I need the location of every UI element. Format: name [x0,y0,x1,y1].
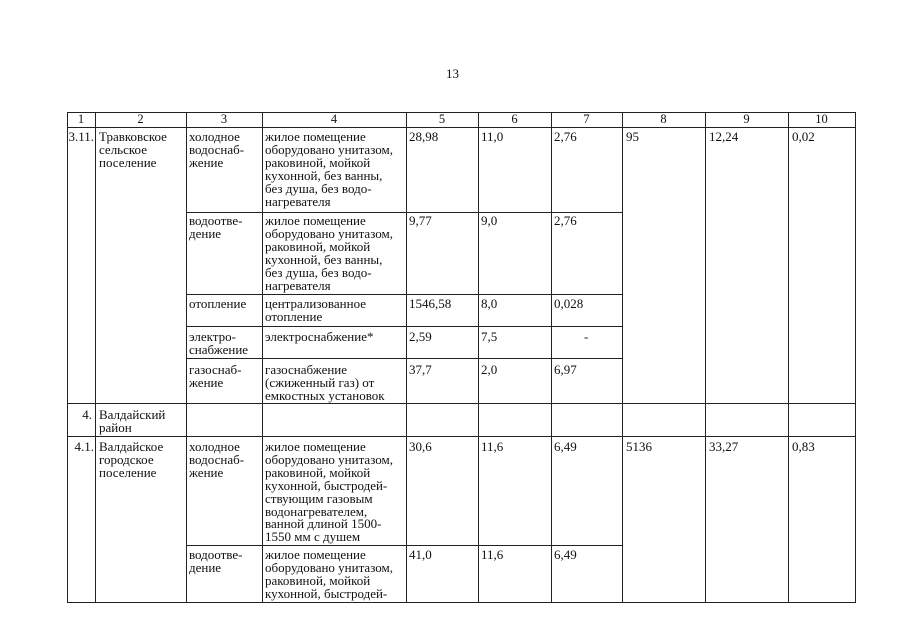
service-description: жилое помещение оборудовано унитазом, раковиной, мойкой кухонной, быстродей- [265,547,393,601]
service-description: централизованное отопление [265,296,366,324]
settlement-name: Травковское сельское поселение [99,129,167,170]
service-description: электроснабжение* [265,329,374,344]
column-header: 2 [137,112,144,126]
col6-value: 11,0 [481,129,504,144]
column-header: 8 [660,112,667,126]
col7-value: 6,49 [554,547,577,562]
table-rule-col [855,112,856,603]
col5-value: 37,7 [409,362,432,377]
service-description: жилое помещение оборудовано унитазом, раковиной, мойкой кухонной, без ванны, без душа, без водо- нагревателя [265,129,393,209]
col10-value: 0,83 [792,439,815,454]
col6-value: 11,6 [481,439,504,454]
col8-value: 95 [626,129,639,144]
table-rule-col [622,112,623,603]
service-description: газоснабжение (сжиженный газ) от емкостных установок [265,362,385,403]
table-rule-col [705,112,706,603]
col5-value: 2,59 [409,329,432,344]
col7-value: 0,028 [554,296,584,311]
service-description: жилое помещение оборудовано унитазом, раковиной, мойкой кухонной, без ванны, без душа, без водо- нагревателя [265,213,393,293]
table-rule-col [551,112,552,603]
col5-value: 1546,58 [409,296,452,311]
row-number: 4.1. [74,439,94,454]
table-rule-col [67,112,68,603]
settlement-name: Валдайское городское поселение [99,439,164,480]
col9-value: 33,27 [709,439,739,454]
service-type: водоотве- дение [189,213,243,241]
col5-value: 28,98 [409,129,439,144]
column-header: 4 [330,112,338,126]
col6-value: 11,6 [481,547,504,562]
service-type: электро- снабжение [189,329,249,357]
row-number: 3.11. [68,129,94,144]
table-rule [186,294,623,295]
col6-value: 2,0 [481,362,498,377]
col5-value: 30,6 [409,439,432,454]
col6-value: 7,5 [481,329,498,344]
column-header: 3 [220,112,228,126]
table-rule [186,326,623,327]
col7-value: 6,97 [554,362,577,377]
col5-value: 41,0 [409,547,432,562]
table-rule-col [95,112,96,603]
column-header: 5 [438,112,446,126]
table-rule-col [478,112,479,603]
column-header: 7 [583,112,590,126]
col7-value: 2,76 [554,129,577,144]
page-number: 13 [446,66,459,81]
col8-value: 5136 [626,439,652,454]
service-type: отопление [189,296,247,311]
col9-value: 12,24 [709,129,739,144]
table-rule [186,545,623,546]
service-description: жилое помещение оборудовано унитазом, раковиной, мойкой кухонной, быстродей- ствующим газовым водонагревателем, ванной длиной 1500- 1550 мм с душем [265,439,393,545]
table-rule-col [186,112,187,603]
service-type: водоотве- дение [189,547,243,575]
col7-value: 2,76 [554,213,577,228]
column-header: 1 [77,112,85,126]
service-type: газоснаб- жение [189,362,242,390]
table-rule-col [406,112,407,603]
col6-value: 8,0 [481,296,498,311]
col10-value: 0,02 [792,129,815,144]
column-header: 10 [815,112,828,126]
table-rule-col [788,112,789,603]
col6-value: 9,0 [481,213,498,228]
column-header: 6 [511,112,518,126]
col7-value: 6,49 [554,439,577,454]
service-type: холодное водоснаб- жение [189,439,245,480]
col7-value: - [584,329,589,344]
district-name: Валдайский район [99,407,166,435]
table-rule-col [262,112,263,603]
service-type: холодное водоснаб- жение [189,129,245,170]
column-header: 9 [743,112,750,126]
row-number: 4. [82,407,92,422]
table-rule [186,358,623,359]
col5-value: 9,77 [409,213,432,228]
